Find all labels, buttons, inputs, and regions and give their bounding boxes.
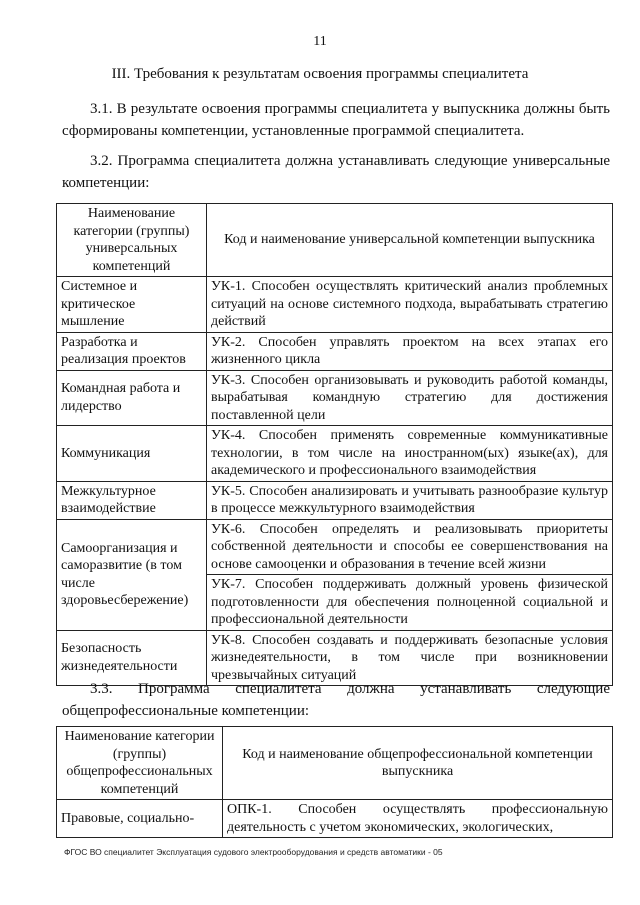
category-cell: Разработка и реализация проектов xyxy=(57,332,207,370)
table-header-row xyxy=(57,204,613,277)
category-cell: Правовые, социально- xyxy=(57,800,223,838)
competence-cell: УК-7. Способен поддерживать должный уровень физической подготовленности для обеспечения полноценной социальной и профессиональной деятельности xyxy=(207,575,613,631)
header-code: Код и наименование универсальной компетенции выпускника xyxy=(207,204,613,277)
table-row xyxy=(57,332,613,370)
competence-cell: УК-1. Способен осуществлять критический анализ проблемных ситуаций на основе системного подхода, вырабатывать стратегию действий xyxy=(207,277,613,333)
page-number: 11 xyxy=(313,34,327,49)
paragraph-3-1 xyxy=(62,98,610,142)
category-cell: Самоорганизация и саморазвитие (в том числе здоровьесбережение) xyxy=(57,519,207,630)
header-category: Наименование категории (группы) общепрофессиональных компетенций xyxy=(57,727,223,800)
paragraph-text: 3.3. Программа специалитета должна устанавливать следующие общепрофессиональные компетенции: xyxy=(62,681,610,719)
header-code: Код и наименование общепрофессиональной компетенции выпускника xyxy=(223,727,613,800)
general-professional-competencies-table xyxy=(56,726,613,838)
category-cell: Системное и критическое мышление xyxy=(57,277,207,333)
paragraph-text: 3.1. В результате освоения программы специалитета у выпускника должны быть сформированы компетенции, установленные программой специалитета. xyxy=(62,101,610,139)
table-row xyxy=(57,800,613,838)
table-row xyxy=(57,426,613,482)
header-category: Наименование категории (группы) универсальных компетенций xyxy=(57,204,207,277)
competence-cell: УК-6. Способен определять и реализовывать приоритеты собственной деятельности и способы ее совершенствования на основе самооценки и образования в течение всей жизни xyxy=(207,519,613,575)
page-footer: ФГОС ВО специалитет Эксплуатация судового электрооборудования и средств автоматики - 05 xyxy=(64,847,443,857)
competence-cell: УК-3. Способен организовывать и руководить работой команды, вырабатывая командную стратегию для достижения поставленной цели xyxy=(207,370,613,426)
table-row xyxy=(57,481,613,519)
competence-cell: УК-8. Способен создавать и поддерживать безопасные условия жизнедеятельности, в том числе при возникновении чрезвычайных ситуаций xyxy=(207,630,613,686)
paragraph-3-3 xyxy=(62,678,610,722)
category-cell: Безопасность жизнедеятельности xyxy=(57,630,207,686)
paragraph-3-2 xyxy=(62,150,610,194)
category-cell: Межкультурное взаимодействие xyxy=(57,481,207,519)
competence-cell: УК-4. Способен применять современные коммуникативные технологии, в том числе на иностранном(ых) языке(ах), для академического и профессионального взаимодействия xyxy=(207,426,613,482)
competence-cell: УК-5. Способен анализировать и учитывать разнообразие культур в процессе межкультурного взаимодействия xyxy=(207,481,613,519)
paragraph-text: 3.2. Программа специалитета должна устанавливать следующие универсальные компетенции: xyxy=(62,153,610,191)
table-header-row xyxy=(57,727,613,800)
category-cell: Коммуникация xyxy=(57,426,207,482)
universal-competencies-table xyxy=(56,203,613,686)
section-title: III. Требования к результатам освоения программы специалитета xyxy=(111,66,529,82)
competence-cell: УК-2. Способен управлять проектом на всех этапах его жизненного цикла xyxy=(207,332,613,370)
table-row xyxy=(57,370,613,426)
competence-cell: ОПК-1. Способен осуществлять профессиональную деятельность с учетом экономических, экологических, xyxy=(223,800,613,838)
table-row xyxy=(57,519,613,575)
category-cell: Командная работа и лидерство xyxy=(57,370,207,426)
table-row xyxy=(57,277,613,333)
